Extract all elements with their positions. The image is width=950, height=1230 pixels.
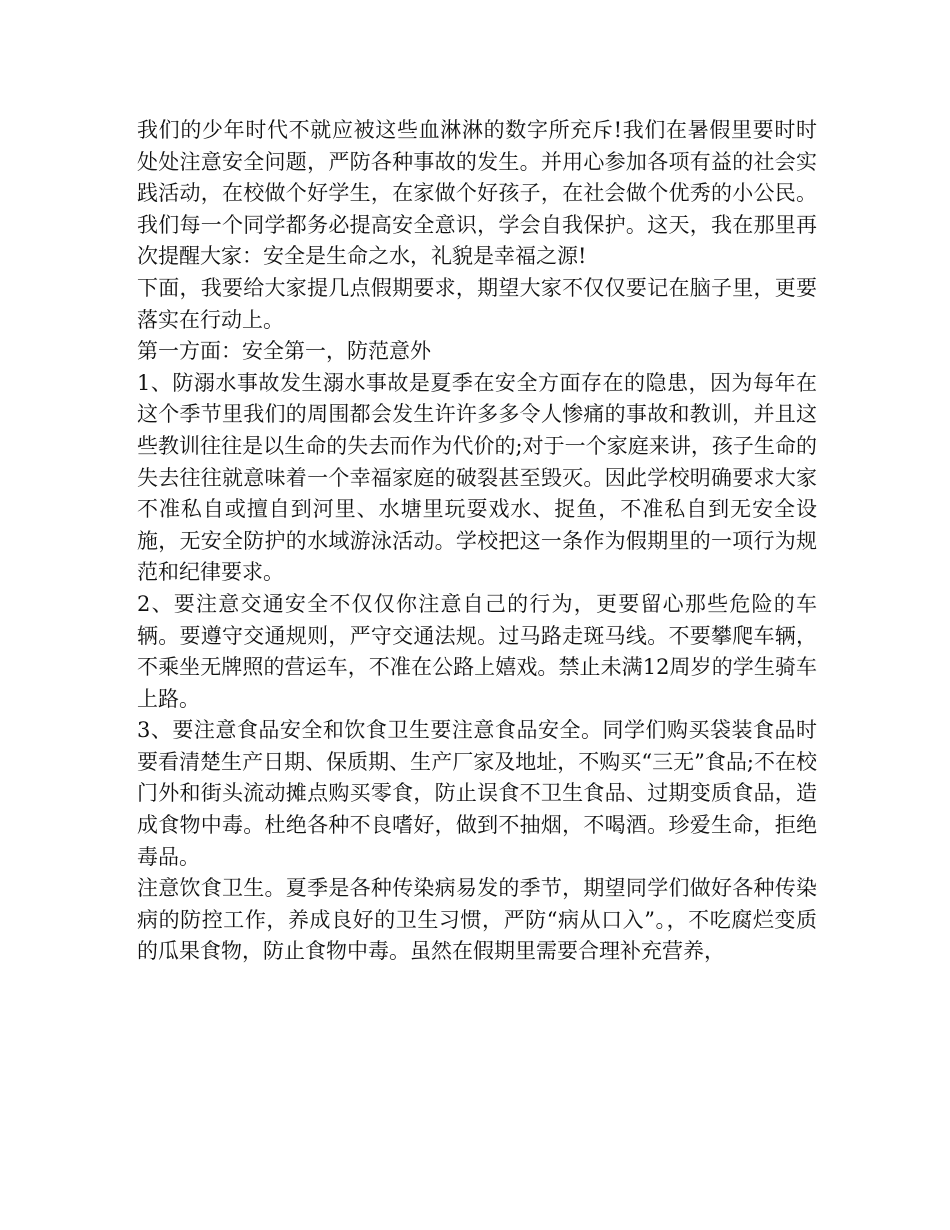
paragraph-drowning: 1、防溺水事故发生溺水事故是夏季在安全方面存在的隐患，因为每年在这个季节里我们的周围都会发生许许多多令人惨痛的事故和教训，并且这些教训往往是以生命的失去而作为代价的;对于一个家庭来讲，孩子生命的失去往往就意味着一个幸福家庭的破裂甚至毁灭。因此学校明确要求大家不准私自或擅自到河里、水塘里玩耍戏水、捉鱼，不准私自到无安全设施，无安全防护的水域游泳活动。学校把这一条作为假期里的一项行为规范和纪律要求。 bbox=[137, 370, 817, 585]
document-body bbox=[137, 115, 817, 968]
paragraph-intro: 我们的少年时代不就应被这些血淋淋的数字所充斥!我们在暑假里要时时处处注意安全问题，严防各种事故的发生。并用心参加各项有益的社会实践活动，在校做个好学生，在家做个好孩子，在社会做个优秀的小公民。我们每一个同学都务必提高安全意识，学会自我保护。这天，我在那里再次提醒大家：安全是生命之水，礼貌是幸福之源! bbox=[137, 118, 817, 269]
paragraph-requirements: 下面，我要给大家提几点假期要求，期望大家不仅仅要记在脑子里，更要落实在行动上。 bbox=[137, 275, 817, 332]
paragraph-food-safety: 3、要注意食品安全和饮食卫生要注意食品安全。同学们购买袋装食品时要看清楚生产日期、保质期、生产厂家及地址，不购买“三无”食品;不在校门外和街头流动摊点购买零食，防止误食不卫生食品、过期变质食品，造成食物中毒。杜绝各种不良嗜好，做到不抽烟，不喝酒。珍爱生命，拒绝毒品。 bbox=[137, 718, 817, 869]
paragraph-hygiene: 注意饮食卫生。夏季是各种传染病易发的季节，期望同学们做好各种传染病的防控工作，养成良好的卫生习惯，严防“病从口入”。，不吃腐烂变质的瓜果食物，防止食物中毒。虽然在假期里需要合理补充营养， bbox=[137, 876, 817, 964]
section-heading-safety: 第一方面：安全第一，防范意外 bbox=[137, 339, 431, 364]
paragraph-traffic: 2、要注意交通安全不仅仅你注意自己的行为，更要留心那些危险的车辆。要遵守交通规则，严守交通法规。过马路走斑马线。不要攀爬车辆，不乘坐无牌照的营运车，不准在公路上嬉戏。禁止未满12周岁的学生骑车上路。 bbox=[137, 591, 817, 711]
